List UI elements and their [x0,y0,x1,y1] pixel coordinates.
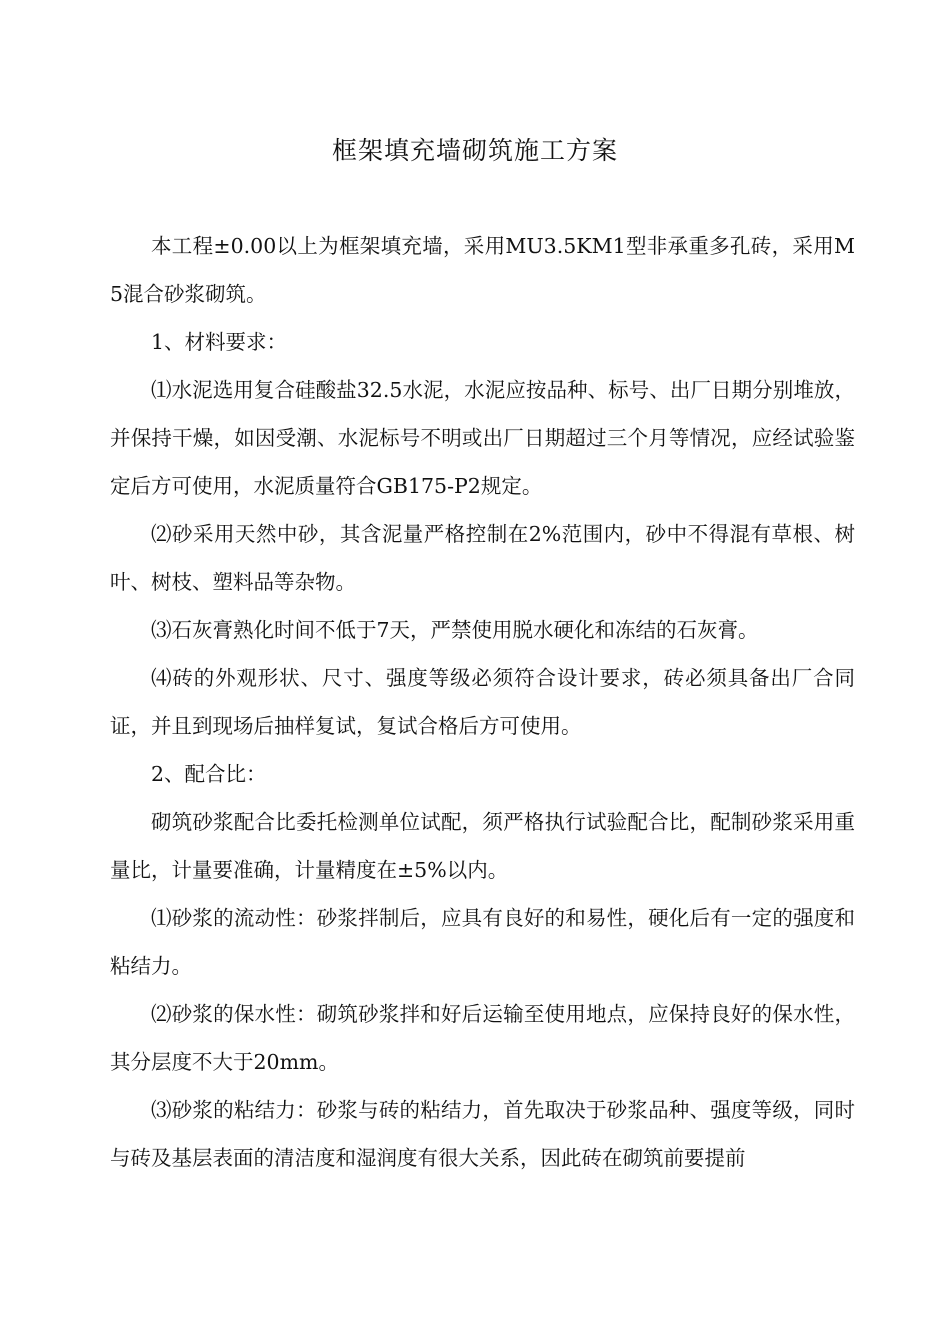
section-heading-materials: 1、材料要求： [151,330,288,354]
paragraph-intro: 本工程±0.00以上为框架填充墙，采用MU3.5KM1型非承重多孔砖，采用M5混合砂浆砌筑。 [110,234,855,306]
paragraph-sand: ⑵砂采用天然中砂，其含泥量严格控制在2%范围内，砂中不得混有草根、树叶、树枝、塑料品等杂物。 [110,522,855,594]
paragraph-brick: ⑷砖的外观形状、尺寸、强度等级必须符合设计要求，砖必须具备出厂合同证，并且到现场后抽样复试，复试合格后方可使用。 [110,666,855,738]
paragraph-cement: ⑴水泥选用复合硅酸盐32.5水泥，水泥应按品种、标号、出厂日期分别堆放，并保持干燥，如因受潮、水泥标号不明或出厂日期超过三个月等情况，应经试验鉴定后方可使用，水泥质量符合GB175-P2规定。 [110,378,855,498]
paragraph-lime-paste: ⑶石灰膏熟化时间不低于7天，严禁使用脱水硬化和冻结的石灰膏。 [151,618,759,642]
paragraph-mix-ratio: 砌筑砂浆配合比委托检测单位试配，须严格执行试验配合比，配制砂浆采用重量比，计量要准确，计量精度在±5%以内。 [110,810,855,882]
document-title: 框架填充墙砌筑施工方案 [331,136,618,165]
document-body [110,222,855,1182]
paragraph-mortar-water-retention: ⑵砂浆的保水性：砌筑砂浆拌和好后运输至使用地点，应保持良好的保水性，其分层度不大于20mm。 [110,1002,855,1074]
paragraph-mortar-adhesion: ⑶砂浆的粘结力：砂浆与砖的粘结力，首先取决于砂浆品种、强度等级，同时与砖及基层表面的清洁度和湿润度有很大关系，因此砖在砌筑前要提前 [110,1098,855,1170]
paragraph-mortar-fluidity: ⑴砂浆的流动性：砂浆拌制后，应具有良好的和易性，硬化后有一定的强度和粘结力。 [110,906,855,978]
section-heading-mix-ratio: 2、配合比： [151,762,267,786]
